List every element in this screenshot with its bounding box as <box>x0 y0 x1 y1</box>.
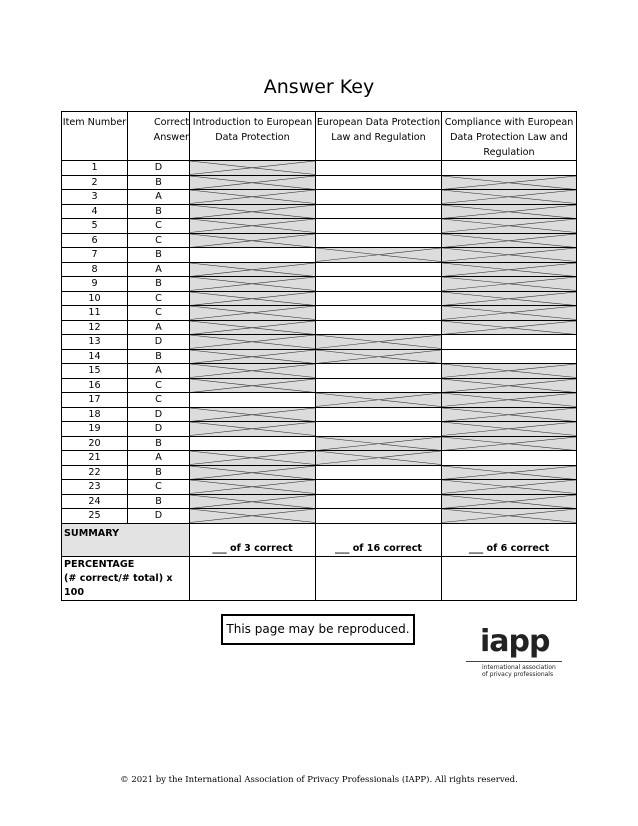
shaded-cell-intro <box>190 407 316 422</box>
shaded-cell-compliance <box>442 480 577 495</box>
answer-cell-law[interactable] <box>316 204 442 219</box>
table-row <box>62 190 577 205</box>
table-row <box>62 291 577 306</box>
cross-out-mark <box>442 263 576 277</box>
cross-out-mark <box>190 219 315 233</box>
table-row <box>62 161 577 176</box>
correct-answer-cell: B <box>128 248 190 263</box>
cross-out-mark <box>190 292 315 306</box>
shaded-cell-law <box>316 248 442 263</box>
correct-answer-cell: C <box>128 219 190 234</box>
table-row <box>62 320 577 335</box>
answer-cell-law[interactable] <box>316 364 442 379</box>
cross-out-mark <box>442 364 576 378</box>
header-correct-answer: Correct Answer <box>128 112 190 161</box>
cross-out-mark <box>190 451 315 465</box>
item-number-cell: 11 <box>62 306 128 321</box>
correct-answer-cell: C <box>128 393 190 408</box>
item-number-cell: 2 <box>62 175 128 190</box>
table-row <box>62 378 577 393</box>
shaded-cell-intro <box>190 175 316 190</box>
cross-out-mark <box>190 422 315 436</box>
shaded-cell-compliance <box>442 378 577 393</box>
cross-out-mark <box>442 234 576 248</box>
cross-out-mark <box>190 480 315 494</box>
cross-out-mark <box>190 234 315 248</box>
header-section-compliance: Compliance with European Data Protection Law and Regulation <box>442 112 577 161</box>
shaded-cell-compliance <box>442 393 577 408</box>
shaded-cell-law <box>316 349 442 364</box>
cross-out-mark <box>442 277 576 291</box>
correct-answer-cell: D <box>128 407 190 422</box>
cross-out-mark <box>190 379 315 393</box>
summary-label: SUMMARY <box>62 523 190 556</box>
shaded-cell-intro <box>190 233 316 248</box>
shaded-cell-intro <box>190 190 316 205</box>
correct-answer-cell: A <box>128 364 190 379</box>
correct-answer-cell: B <box>128 465 190 480</box>
table-row <box>62 407 577 422</box>
cross-out-mark <box>190 335 315 349</box>
correct-answer-cell: D <box>128 422 190 437</box>
answer-cell-law[interactable] <box>316 306 442 321</box>
table-row <box>62 175 577 190</box>
shaded-cell-compliance <box>442 233 577 248</box>
summary-count-intro[interactable]: ___ of 3 correct <box>190 523 316 556</box>
shaded-cell-compliance <box>442 277 577 292</box>
summary-count-compliance[interactable]: ___ of 6 correct <box>442 523 577 556</box>
item-number-cell: 15 <box>62 364 128 379</box>
answer-cell-compliance[interactable] <box>442 161 577 176</box>
item-number-cell: 20 <box>62 436 128 451</box>
shaded-cell-intro <box>190 480 316 495</box>
cross-out-mark <box>190 277 315 291</box>
shaded-cell-law <box>316 393 442 408</box>
shaded-cell-intro <box>190 262 316 277</box>
correct-answer-cell: C <box>128 306 190 321</box>
logo-divider <box>466 661 562 662</box>
answer-cell-law[interactable] <box>316 233 442 248</box>
shaded-cell-intro <box>190 451 316 466</box>
cross-out-mark <box>190 176 315 190</box>
header-item-number: Item Number <box>62 112 128 161</box>
table-row <box>62 262 577 277</box>
table-row <box>62 335 577 350</box>
answer-cell-law[interactable] <box>316 161 442 176</box>
shaded-cell-compliance <box>442 204 577 219</box>
copyright-footer: © 2021 by the International Association of Privacy Professionals (IAPP). All rights reserved. <box>120 775 518 785</box>
item-number-cell: 25 <box>62 509 128 524</box>
cross-out-mark <box>190 190 315 204</box>
correct-answer-cell: C <box>128 291 190 306</box>
shaded-cell-intro <box>190 219 316 234</box>
cross-out-mark <box>190 263 315 277</box>
cross-out-mark <box>442 480 576 494</box>
cross-out-mark <box>190 350 315 364</box>
cross-out-mark <box>442 393 576 407</box>
shaded-cell-intro <box>190 422 316 437</box>
shaded-cell-law <box>316 436 442 451</box>
logo-subtitle-line1: international association <box>482 664 556 671</box>
correct-answer-cell: B <box>128 175 190 190</box>
cross-out-mark <box>442 466 576 480</box>
shaded-cell-compliance <box>442 509 577 524</box>
answer-cell-law[interactable] <box>316 291 442 306</box>
item-number-cell: 21 <box>62 451 128 466</box>
shaded-cell-compliance <box>442 465 577 480</box>
cross-out-mark <box>190 161 315 175</box>
cross-out-mark <box>190 364 315 378</box>
answer-cell-law[interactable] <box>316 422 442 437</box>
percentage-law[interactable] <box>316 556 442 600</box>
table-row <box>62 349 577 364</box>
correct-answer-cell: A <box>128 190 190 205</box>
item-number-cell: 16 <box>62 378 128 393</box>
answer-cell-intro[interactable] <box>190 393 316 408</box>
header-section-intro: Introduction to European Data Protection <box>190 112 316 161</box>
item-number-cell: 3 <box>62 190 128 205</box>
shaded-cell-compliance <box>442 436 577 451</box>
item-number-cell: 12 <box>62 320 128 335</box>
reproduce-note: This page may be reproduced. <box>221 614 415 645</box>
correct-answer-cell: A <box>128 262 190 277</box>
answer-rows <box>62 161 577 524</box>
header-section-law: European Data Protection Law and Regulation <box>316 112 442 161</box>
item-number-cell: 14 <box>62 349 128 364</box>
shaded-cell-law <box>316 335 442 350</box>
shaded-cell-compliance <box>442 248 577 263</box>
answer-cell-law[interactable] <box>316 320 442 335</box>
correct-answer-cell: B <box>128 436 190 451</box>
table-row <box>62 248 577 263</box>
cross-out-mark <box>190 205 315 219</box>
cross-out-mark <box>190 408 315 422</box>
correct-answer-cell: C <box>128 480 190 495</box>
correct-answer-cell: A <box>128 320 190 335</box>
logo-subtitle-line2: of privacy professionals <box>482 671 554 678</box>
answer-cell-law[interactable] <box>316 262 442 277</box>
cross-out-mark <box>442 437 576 451</box>
shaded-cell-intro <box>190 320 316 335</box>
shaded-cell-intro <box>190 364 316 379</box>
cross-out-mark <box>442 190 576 204</box>
correct-answer-cell: D <box>128 509 190 524</box>
cross-out-mark <box>316 451 441 465</box>
shaded-cell-compliance <box>442 364 577 379</box>
item-number-cell: 10 <box>62 291 128 306</box>
cross-out-mark <box>316 350 441 364</box>
item-number-cell: 9 <box>62 277 128 292</box>
correct-answer-cell: B <box>128 204 190 219</box>
cross-out-mark <box>442 219 576 233</box>
answer-cell-law[interactable] <box>316 175 442 190</box>
item-number-cell: 23 <box>62 480 128 495</box>
answer-cell-law[interactable] <box>316 465 442 480</box>
cross-out-mark <box>190 321 315 335</box>
cross-out-mark <box>442 248 576 262</box>
answer-cell-law[interactable] <box>316 480 442 495</box>
answer-cell-law[interactable] <box>316 494 442 509</box>
answer-key-table <box>61 111 577 601</box>
cross-out-mark <box>442 422 576 436</box>
shaded-cell-compliance <box>442 291 577 306</box>
cross-out-mark <box>442 292 576 306</box>
item-number-cell: 5 <box>62 219 128 234</box>
cross-out-mark <box>442 379 576 393</box>
logo-wordmark: iapp <box>480 624 550 659</box>
correct-answer-cell: B <box>128 494 190 509</box>
answer-cell-intro[interactable] <box>190 436 316 451</box>
table-row <box>62 422 577 437</box>
item-number-cell: 6 <box>62 233 128 248</box>
table-row <box>62 494 577 509</box>
cross-out-mark <box>442 495 576 509</box>
shaded-cell-intro <box>190 465 316 480</box>
iapp-logo <box>466 624 566 684</box>
shaded-cell-intro <box>190 335 316 350</box>
cross-out-mark <box>190 466 315 480</box>
correct-answer-cell: D <box>128 161 190 176</box>
cross-out-mark <box>442 176 576 190</box>
percentage-compliance[interactable] <box>442 556 577 600</box>
page-title: Answer Key <box>263 76 375 98</box>
header-row <box>62 112 577 161</box>
shaded-cell-intro <box>190 204 316 219</box>
shaded-cell-compliance <box>442 422 577 437</box>
cross-out-mark <box>442 306 576 320</box>
table-row <box>62 233 577 248</box>
answer-cell-compliance[interactable] <box>442 335 577 350</box>
table-row <box>62 465 577 480</box>
table-row <box>62 277 577 292</box>
shaded-cell-compliance <box>442 320 577 335</box>
cross-out-mark <box>316 393 441 407</box>
item-number-cell: 7 <box>62 248 128 263</box>
cross-out-mark <box>190 306 315 320</box>
cross-out-mark <box>316 437 441 451</box>
item-number-cell: 1 <box>62 161 128 176</box>
answer-cell-compliance[interactable] <box>442 349 577 364</box>
shaded-cell-intro <box>190 378 316 393</box>
shaded-cell-intro <box>190 277 316 292</box>
correct-answer-cell: B <box>128 349 190 364</box>
answer-cell-intro[interactable] <box>190 248 316 263</box>
shaded-cell-intro <box>190 349 316 364</box>
cross-out-mark <box>190 509 315 523</box>
table-row <box>62 306 577 321</box>
item-number-cell: 18 <box>62 407 128 422</box>
table-row <box>62 219 577 234</box>
cross-out-mark <box>442 509 576 523</box>
shaded-cell-compliance <box>442 306 577 321</box>
table-row <box>62 480 577 495</box>
correct-answer-cell: A <box>128 451 190 466</box>
item-number-cell: 17 <box>62 393 128 408</box>
answer-cell-law[interactable] <box>316 407 442 422</box>
percentage-label-line1: PERCENTAGE <box>64 558 135 570</box>
shaded-cell-compliance <box>442 190 577 205</box>
item-number-cell: 19 <box>62 422 128 437</box>
shaded-cell-compliance <box>442 262 577 277</box>
correct-answer-cell: C <box>128 233 190 248</box>
shaded-cell-intro <box>190 306 316 321</box>
shaded-cell-compliance <box>442 175 577 190</box>
cross-out-mark <box>316 248 441 262</box>
shaded-cell-intro <box>190 509 316 524</box>
shaded-cell-compliance <box>442 219 577 234</box>
answer-cell-law[interactable] <box>316 378 442 393</box>
answer-cell-law[interactable] <box>316 277 442 292</box>
correct-answer-cell: D <box>128 335 190 350</box>
shaded-cell-intro <box>190 291 316 306</box>
summary-count-law[interactable]: ___ of 16 correct <box>316 523 442 556</box>
shaded-cell-law <box>316 451 442 466</box>
correct-answer-cell: C <box>128 378 190 393</box>
percentage-label-line2: (# correct/# total) x 100 <box>64 572 173 598</box>
percentage-label <box>62 556 190 600</box>
cross-out-mark <box>190 495 315 509</box>
table-row <box>62 364 577 379</box>
table-row <box>62 436 577 451</box>
logo-subtitle <box>482 664 572 678</box>
shaded-cell-compliance <box>442 494 577 509</box>
table-row <box>62 204 577 219</box>
percentage-intro[interactable] <box>190 556 316 600</box>
answer-cell-law[interactable] <box>316 509 442 524</box>
table-row <box>62 509 577 524</box>
answer-cell-law[interactable] <box>316 219 442 234</box>
cross-out-mark <box>316 335 441 349</box>
item-number-cell: 4 <box>62 204 128 219</box>
answer-cell-compliance[interactable] <box>442 451 577 466</box>
cross-out-mark <box>442 321 576 335</box>
shaded-cell-compliance <box>442 407 577 422</box>
item-number-cell: 24 <box>62 494 128 509</box>
shaded-cell-intro <box>190 161 316 176</box>
cross-out-mark <box>442 408 576 422</box>
cross-out-mark <box>442 205 576 219</box>
table-row <box>62 393 577 408</box>
shaded-cell-intro <box>190 494 316 509</box>
item-number-cell: 8 <box>62 262 128 277</box>
percentage-row <box>62 556 577 600</box>
table-row <box>62 451 577 466</box>
correct-answer-cell: B <box>128 277 190 292</box>
summary-row <box>62 523 577 556</box>
item-number-cell: 13 <box>62 335 128 350</box>
answer-cell-law[interactable] <box>316 190 442 205</box>
item-number-cell: 22 <box>62 465 128 480</box>
